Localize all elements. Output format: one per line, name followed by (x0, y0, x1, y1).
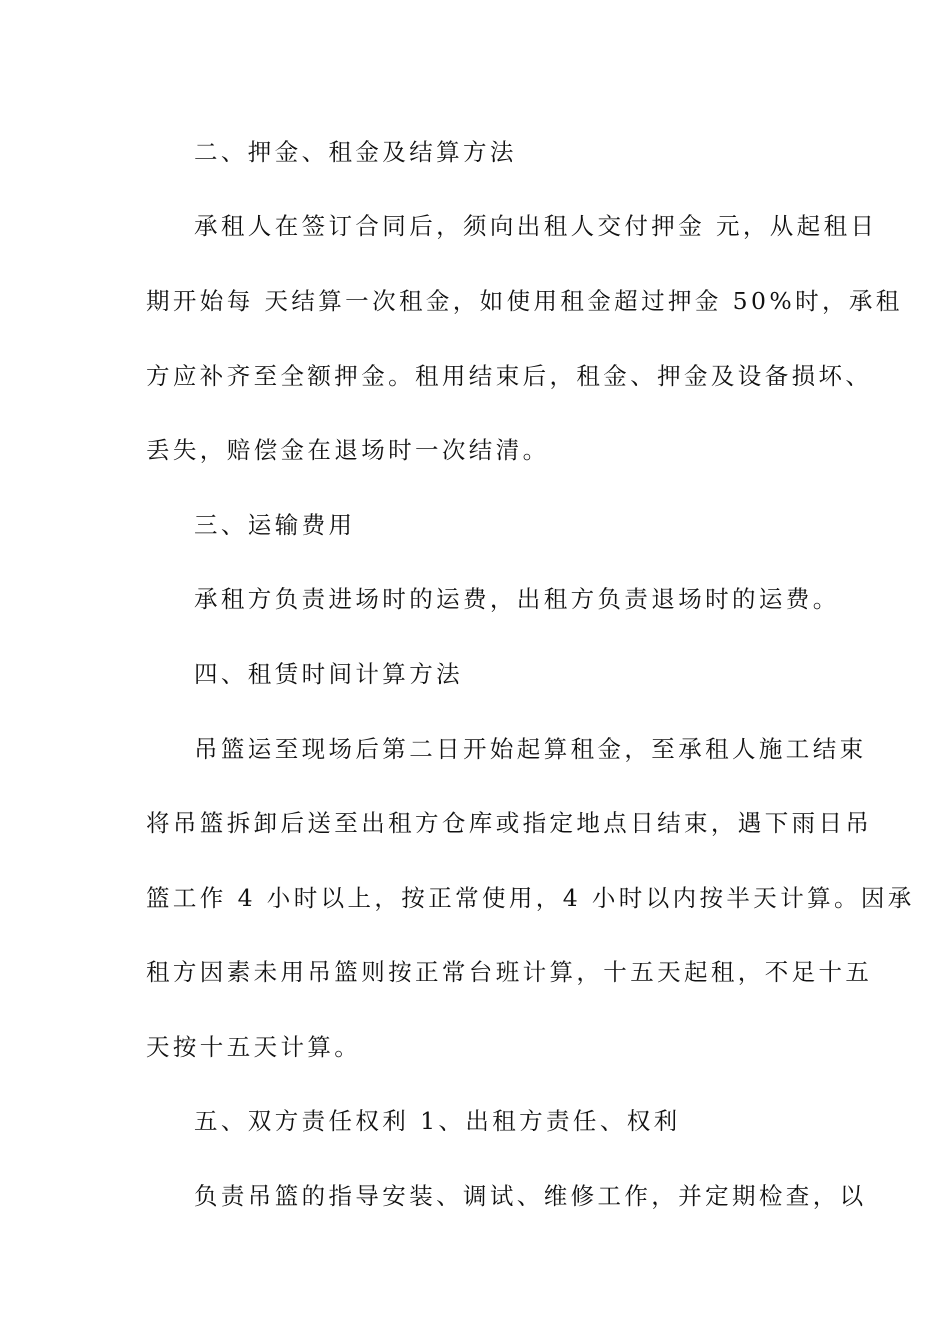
paragraph-line: 期开始每 天结算一次租金，如使用租金超过押金 50%时，承租 (146, 287, 903, 315)
paragraph-line: 将吊篮拆卸后送至出租方仓库或指定地点日结束，遇下雨日吊 (146, 809, 873, 837)
paragraph-line: 承租方负责进场时的运费，出租方负责退场时的运费。 (194, 585, 840, 613)
paragraph-line: 篮工作 4 小时以上，按正常使用，4 小时以内按半天计算。因承 (146, 884, 915, 912)
paragraph-line: 丢失，赔偿金在退场时一次结清。 (146, 436, 550, 464)
section-heading-responsibilities: 五、双方责任权利 1、出租方责任、权利 (194, 1107, 681, 1135)
paragraph-line: 吊篮运至现场后第二日开始起算租金，至承租人施工结束 (194, 735, 867, 763)
section-heading-transport: 三、运输费用 (194, 511, 356, 539)
paragraph-line: 天按十五天计算。 (146, 1033, 362, 1061)
paragraph-line: 租方因素未用吊篮则按正常台班计算，十五天起租，不足十五 (146, 958, 873, 986)
paragraph-line: 方应补齐至全额押金。租用结束后，租金、押金及设备损坏、 (146, 362, 873, 390)
paragraph-line: 负责吊篮的指导安装、调试、维修工作，并定期检查，以 (194, 1182, 867, 1210)
paragraph-line: 承租人在签订合同后，须向出租人交付押金 元，从起租日 (194, 212, 878, 240)
section-heading-rental-time: 四、租赁时间计算方法 (194, 660, 463, 688)
section-heading-deposit: 二、押金、租金及结算方法 (194, 138, 517, 166)
